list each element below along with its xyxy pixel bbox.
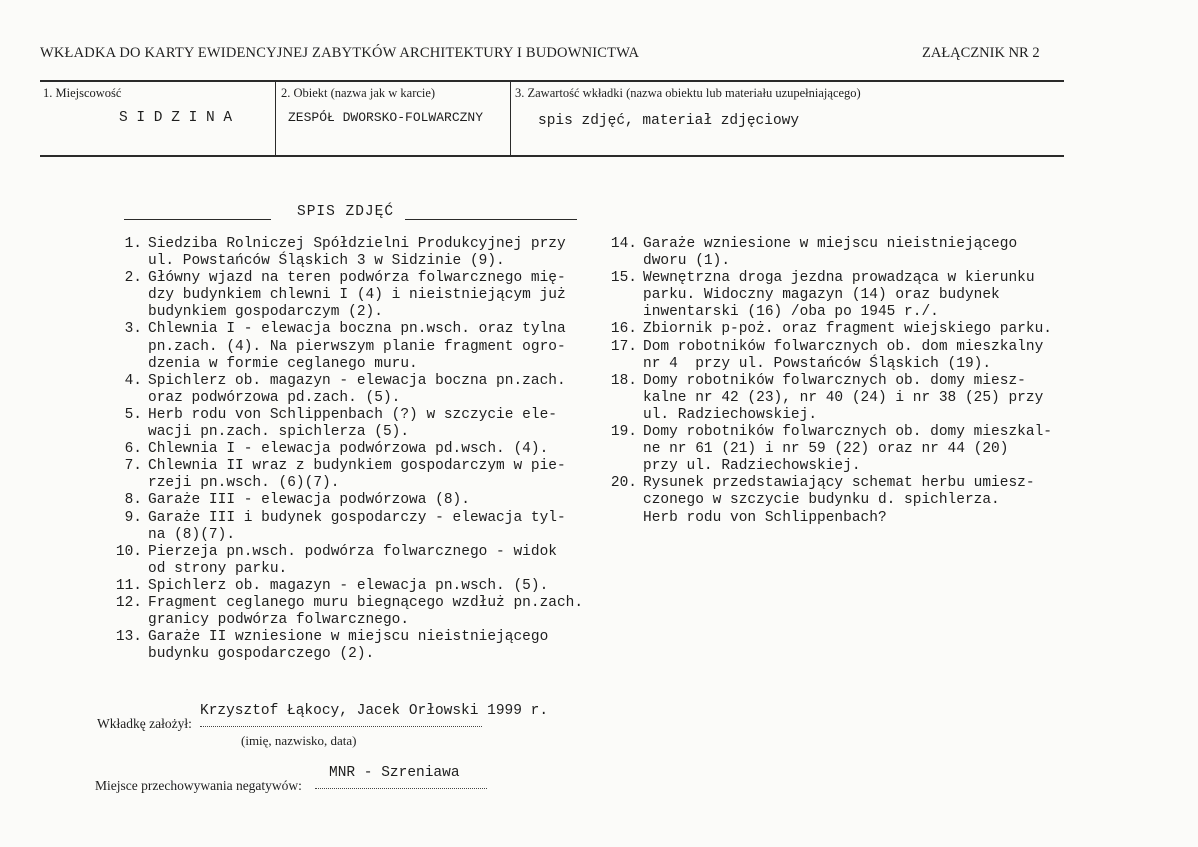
- item-text: [148, 595, 583, 629]
- item-line: Rysunek przedstawiający schemat herbu umiesz-: [643, 475, 1035, 492]
- object-label: 2. Obiekt (nazwa jak w karcie): [281, 86, 436, 100]
- item-number: 9.: [124, 509, 142, 526]
- item-number: 2.: [124, 270, 142, 287]
- table-top-border: [40, 80, 1064, 82]
- content-value: spis zdjęć, materiał zdjęciowy: [538, 113, 800, 129]
- item-line: Garaże wzniesione w miejscu nieistniejącego: [643, 236, 1018, 252]
- item-line: czonego w szczycie budynku d. spichlerza.: [643, 492, 1000, 509]
- item-line: Dom robotników folwarcznych ob. dom mieszkalny: [643, 338, 1044, 355]
- item-line: od strony parku.: [148, 560, 288, 577]
- item-number: 7.: [124, 458, 142, 475]
- item-text: [148, 236, 566, 270]
- item-text: [148, 458, 566, 492]
- item-line: Garaże III i budynek gospodarczy - elewacja tyl-: [148, 509, 566, 526]
- item-text: [148, 373, 566, 407]
- item-number: 12.: [115, 595, 142, 611]
- item-text: [148, 441, 548, 458]
- list-item: [112, 510, 592, 544]
- item-text: [643, 270, 1035, 321]
- item-line: Herb rodu von Schlippenbach (?) w szczycie ele-: [148, 406, 557, 423]
- item-number: 16.: [610, 321, 637, 338]
- item-number: 20.: [610, 475, 637, 492]
- content-label: 3. Zawartość wkładki (nazwa obiektu lub materiału uzupełniającego): [515, 86, 861, 100]
- item-line: Garaże III - elewacja podwórzowa (8).: [148, 492, 470, 509]
- item-line: Garaże II wzniesione w miejscu nieistniejącego: [148, 629, 549, 646]
- list-item: [112, 595, 592, 629]
- photo-list-right: [607, 236, 1087, 527]
- item-text: [148, 629, 548, 663]
- item-line: kalne nr 42 (23), nr 40 (24) i nr 38 (25) przy: [643, 389, 1044, 406]
- item-number: 15.: [610, 270, 637, 287]
- founded-by-value: Krzysztof Łąkocy, Jacek Orłowski 1999 r.: [200, 703, 549, 719]
- item-text: [643, 339, 1043, 373]
- item-line: dzenia w formie ceglanego muru.: [148, 355, 418, 372]
- item-text: [643, 236, 1017, 270]
- item-line: Herb rodu von Schlippenbach?: [643, 509, 887, 526]
- item-text: [148, 270, 566, 321]
- item-number: 1.: [124, 236, 142, 252]
- list-item: [112, 373, 592, 407]
- item-text: [148, 407, 557, 441]
- item-line: Fragment ceglanego muru biegnącego wzdłuż pn.zach.: [148, 595, 584, 611]
- item-line: ne nr 61 (21) i nr 59 (22) oraz nr 44 (20): [643, 441, 1009, 458]
- item-line: nr 4 przy ul. Powstańców Śląskich (19).: [643, 355, 992, 372]
- item-text: [148, 321, 566, 372]
- list-item: [607, 424, 1087, 475]
- item-line: Domy robotników folwarcznych ob. domy mieszkal-: [643, 424, 1052, 441]
- item-line: budynkiem gospodarczym (2).: [148, 304, 383, 321]
- founded-by-dotted-line: [200, 726, 482, 727]
- item-text: [643, 321, 1052, 338]
- locality-label: 1. Miejscowość: [43, 86, 122, 100]
- item-line: oraz podwórzowa pd.zach. (5).: [148, 389, 401, 406]
- item-line: budynku gospodarczego (2).: [148, 646, 375, 663]
- list-item: [112, 544, 592, 578]
- storage-dotted-line: [315, 788, 487, 789]
- item-line: Chlewnia I - elewacja boczna pn.wsch. oraz tylna: [148, 321, 566, 338]
- list-item: [112, 629, 592, 663]
- column-divider-1: [275, 81, 276, 156]
- photo-list-title: SPIS ZDJĘĆ: [297, 204, 395, 220]
- item-text: [148, 492, 470, 509]
- item-line: Domy robotników folwarcznych ob. domy miesz-: [643, 372, 1026, 389]
- item-number: 6.: [124, 441, 142, 458]
- item-line: Spichlerz ob. magazyn - elewacja boczna pn.zach.: [148, 372, 566, 389]
- item-line: Wewnętrzna droga jezdna prowadząca w kierunku: [643, 270, 1035, 287]
- item-text: [148, 544, 557, 578]
- item-number: 3.: [124, 321, 142, 338]
- table-bottom-border: [40, 155, 1064, 157]
- item-line: inwentarski (16) /oba po 1945 r./.: [643, 304, 939, 321]
- item-line: Spichlerz ob. magazyn - elewacja pn.wsch. (5).: [148, 577, 549, 594]
- item-line: Pierzeja pn.wsch. podwórza folwarcznego - widok: [148, 543, 557, 560]
- list-item: [112, 407, 592, 441]
- list-item: [607, 270, 1087, 321]
- item-line: dworu (1).: [643, 253, 731, 270]
- founded-by-label: Wkładkę założył:: [97, 716, 192, 731]
- item-line: rzeji pn.wsch. (6)(7).: [148, 475, 340, 492]
- item-line: granicy podwórza folwarcznego.: [148, 612, 410, 629]
- photo-list-left: [112, 236, 592, 663]
- storage-value: MNR - Szreniawa: [329, 765, 460, 781]
- item-number: 19.: [610, 424, 637, 441]
- item-line: Chlewnia I - elewacja podwórzowa pd.wsch. (4).: [148, 441, 549, 458]
- item-number: 18.: [610, 372, 637, 389]
- title-rule-left: [124, 219, 271, 220]
- list-item: [112, 321, 592, 372]
- storage-label: Miejsce przechowywania negatywów:: [95, 778, 302, 793]
- item-text: [643, 373, 1043, 424]
- list-item: [607, 321, 1087, 338]
- column-divider-2: [510, 81, 511, 156]
- item-line: Siedziba Rolniczej Spółdzielni Produkcyjnej przy: [148, 236, 566, 252]
- item-line: Główny wjazd na teren podwórza folwarcznego mię-: [148, 270, 566, 287]
- list-item: [607, 475, 1087, 526]
- list-item: [112, 578, 592, 595]
- item-line: przy ul. Radziechowskiej.: [643, 458, 861, 475]
- item-line: pn.zach. (4). Na pierwszym planie fragment ogro-: [148, 338, 566, 355]
- object-value: ZESPÓŁ DWORSKO-FOLWARCZNY: [288, 110, 484, 125]
- item-text: [148, 578, 548, 595]
- title-rule-right: [405, 219, 577, 220]
- item-number: 4.: [124, 372, 142, 389]
- item-text: [148, 510, 566, 544]
- item-number: 13.: [115, 629, 142, 646]
- list-item: [112, 492, 592, 509]
- item-number: 8.: [124, 492, 142, 509]
- item-line: dzy budynkiem chlewni I (4) i nieistniejącym już: [148, 287, 566, 304]
- list-item: [607, 236, 1087, 270]
- list-item: [607, 339, 1087, 373]
- list-item: [112, 458, 592, 492]
- item-text: [643, 424, 1052, 475]
- list-item: [607, 373, 1087, 424]
- item-line: parku. Widoczny magazyn (14) oraz budynek: [643, 287, 1000, 304]
- item-line: ul. Radziechowskiej.: [643, 406, 818, 423]
- document-title: WKŁADKA DO KARTY EWIDENCYJNEJ ZABYTKÓW ARCHITEKTURY I BUDOWNICTWA: [40, 45, 640, 61]
- item-number: 5.: [124, 406, 142, 423]
- item-number: 14.: [610, 236, 637, 252]
- annex-number: ZAŁĄCZNIK NR 2: [922, 45, 1040, 61]
- item-number: 10.: [115, 543, 142, 560]
- founded-by-hint: (imię, nazwisko, data): [241, 733, 357, 748]
- locality-value: S I D Z I N A: [119, 110, 233, 126]
- item-line: Chlewnia II wraz z budynkiem gospodarczym w pie-: [148, 458, 566, 475]
- item-text: [643, 475, 1035, 526]
- item-line: na (8)(7).: [148, 526, 236, 543]
- item-number: 11.: [115, 577, 142, 594]
- list-item: [112, 236, 592, 270]
- item-line: Zbiornik p-poż. oraz fragment wiejskiego parku.: [643, 321, 1052, 338]
- list-item: [112, 441, 592, 458]
- item-line: ul. Powstańców Śląskich 3 w Sidzinie (9).: [148, 253, 505, 270]
- item-line: wacji pn.zach. spichlerza (5).: [148, 424, 410, 441]
- item-number: 17.: [610, 338, 637, 355]
- list-item: [112, 270, 592, 321]
